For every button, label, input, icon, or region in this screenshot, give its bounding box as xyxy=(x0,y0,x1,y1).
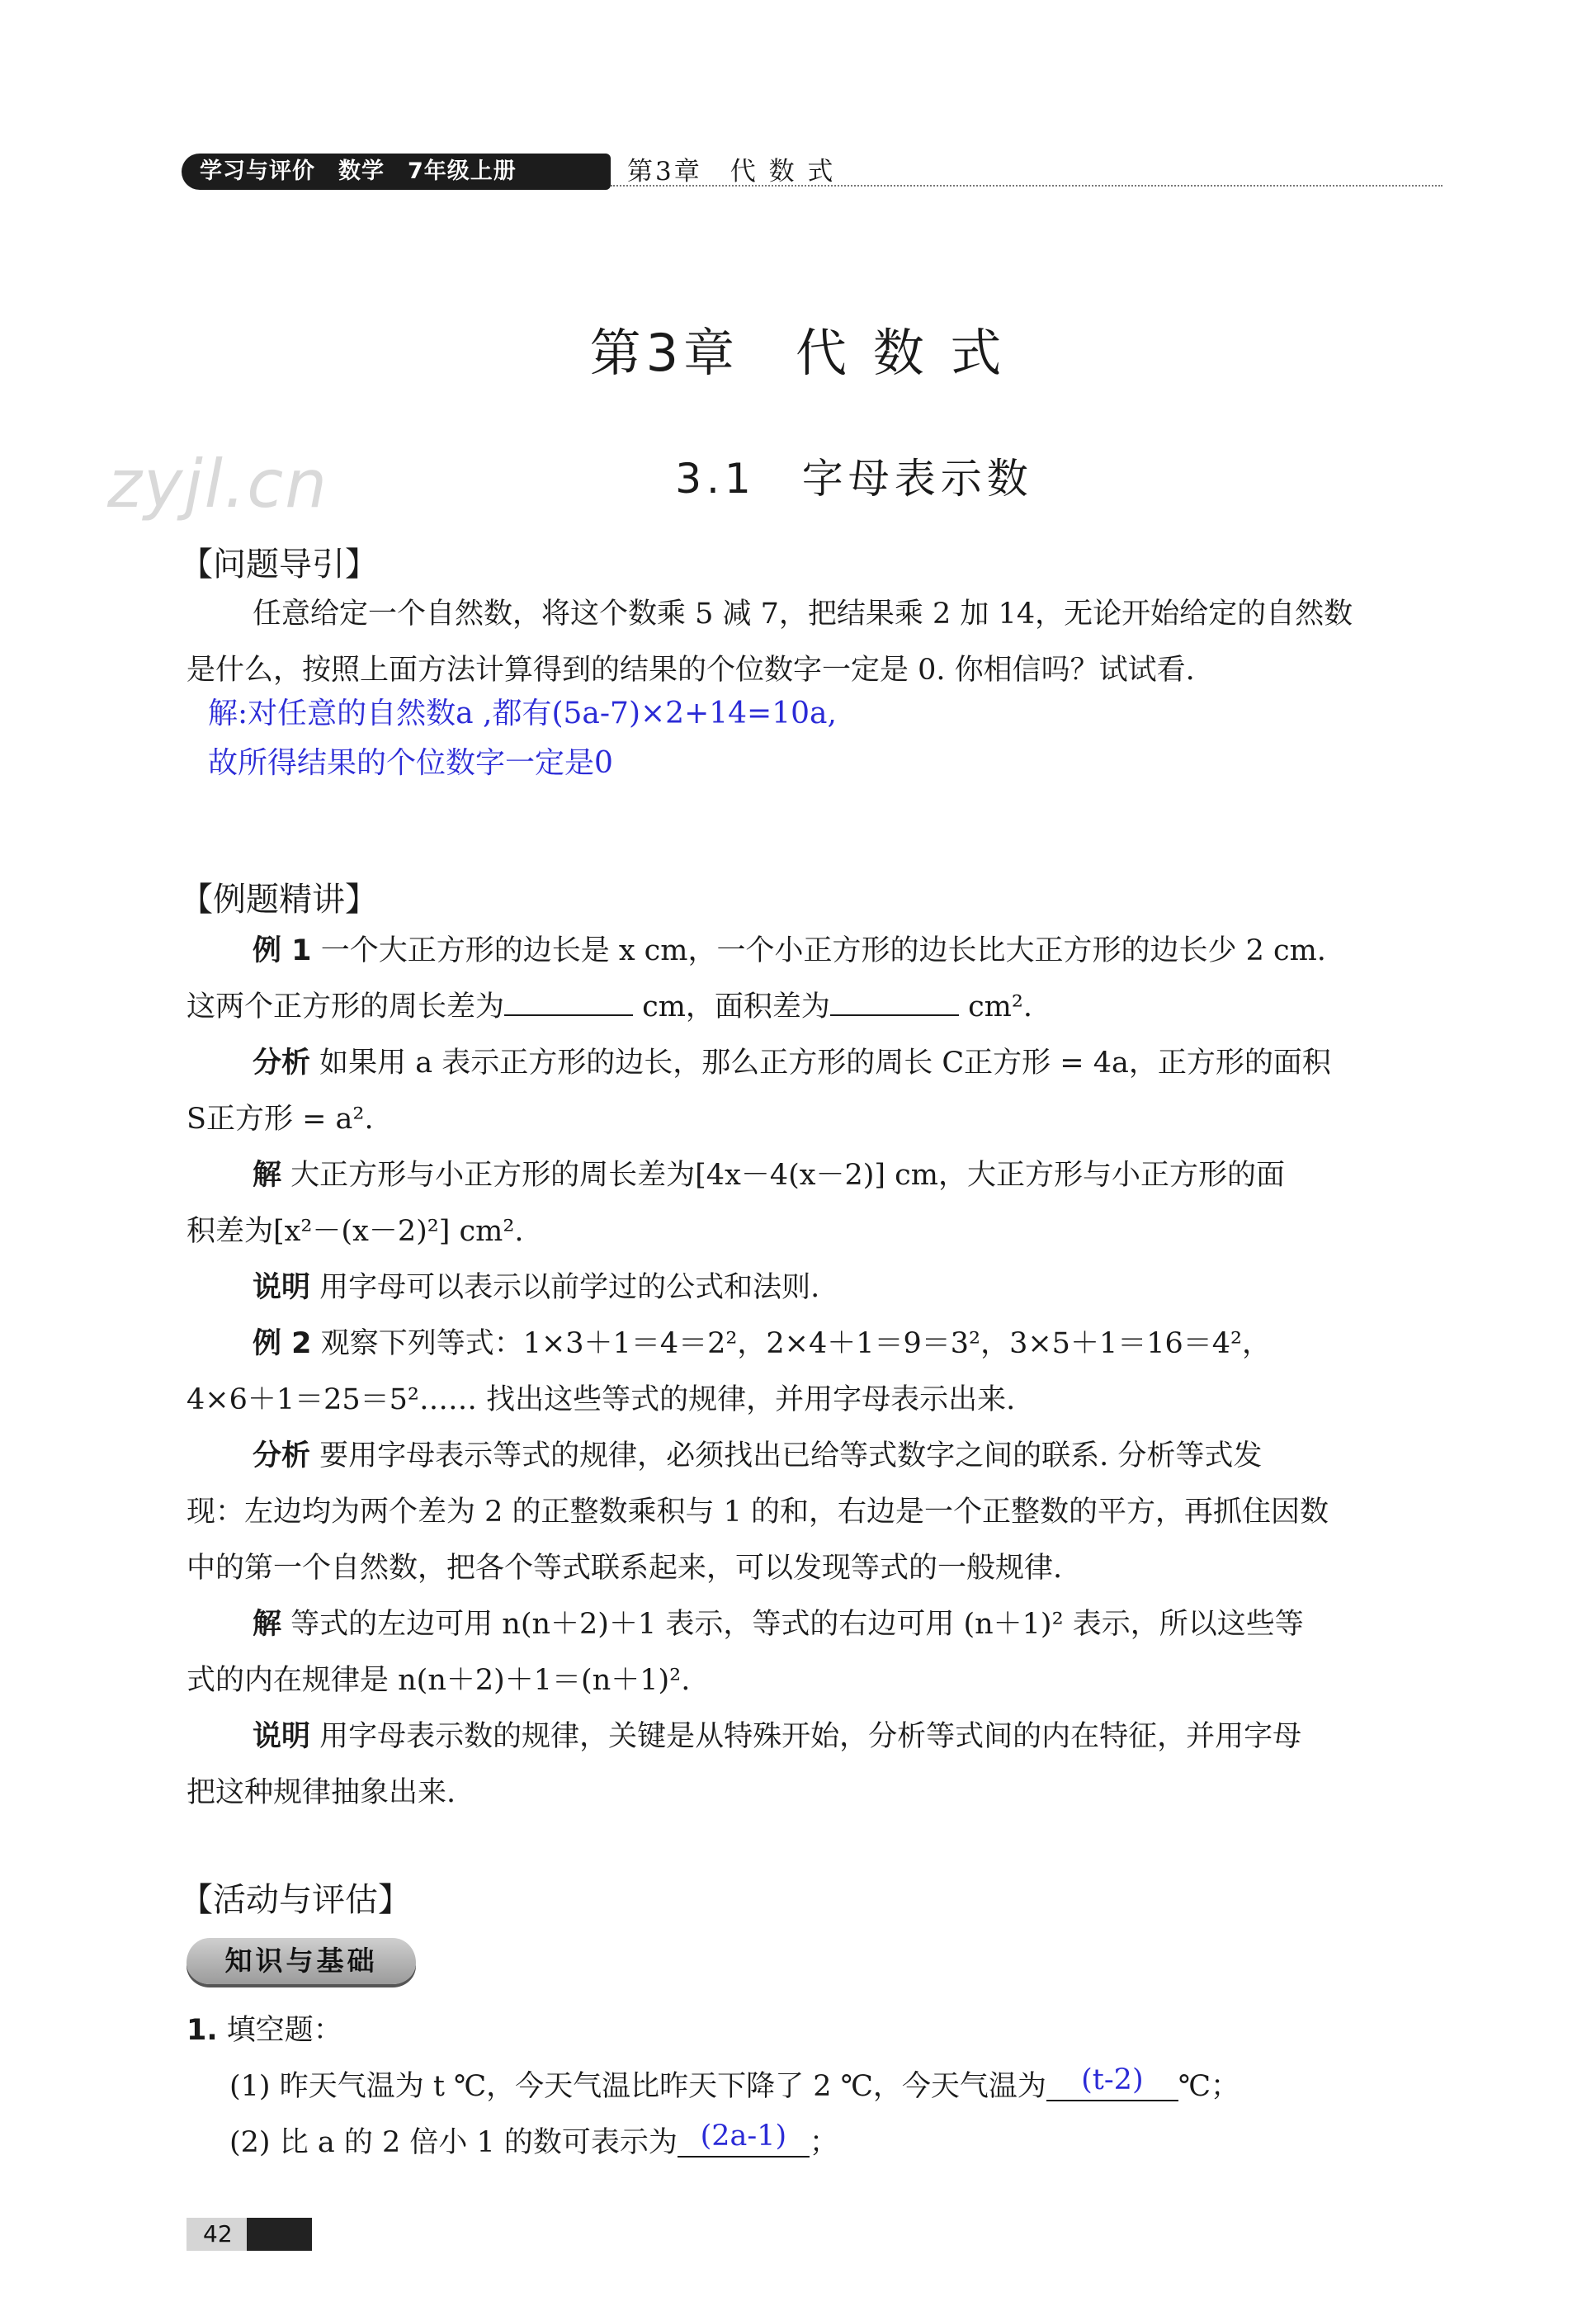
example-1-line-2 xyxy=(187,987,1032,1027)
example-2-text: 观察下列等式：1×3＋1＝4＝2²，2×4＋1＝9＝3²，3×5＋1＝16＝4²， xyxy=(320,1327,1272,1360)
q1-2-text: (2) 比 a 的 2 倍小 1 的数可表示为 xyxy=(229,2126,678,2159)
question-1-label: 1. xyxy=(187,2014,218,2047)
header-dotted-rule xyxy=(611,185,1443,187)
q1-1-text: (1) 昨天气温为 t ℃，今天气温比昨天下降了 2 ℃，今天气温为 xyxy=(229,2070,1046,2103)
q1-1-unit: ℃； xyxy=(1178,2070,1240,2103)
example-1-text-2b: cm，面积差为 xyxy=(633,990,830,1023)
example-2-analysis-3: 中的第一个自然数，把各个等式联系起来，可以发现等式的一般规律. xyxy=(187,1552,1063,1585)
analysis-text-2: 要用字母表示等式的规律，必须找出已给等式数字之间的联系. 分析等式发 xyxy=(319,1439,1263,1472)
example-2-line-1 xyxy=(253,1324,1271,1364)
example-2-analysis xyxy=(253,1436,1262,1476)
intro-line-1: 任意给定一个自然数，将这个数乘 5 减 7，把结果乘 2 加 14，无论开始给定的自然数 xyxy=(253,598,1353,631)
intro-heading: 【问题导引】 xyxy=(180,546,378,584)
note-text: 用字母可以表示以前学过的公式和法则. xyxy=(319,1271,820,1304)
page-number: 42 xyxy=(203,2220,233,2247)
example-1-analysis xyxy=(253,1043,1331,1083)
examples-heading: 【例题精讲】 xyxy=(180,881,378,919)
blank-area-diff xyxy=(830,990,959,1016)
example-2-line-2: 4×6＋1＝25＝5²…… 找出这些等式的规律，并用字母表示出来. xyxy=(187,1383,1016,1416)
book-header-pill: 学习与评价 数学 7年级上册 xyxy=(182,154,611,190)
chapter-title: 第3章 代 数 式 xyxy=(589,323,1007,383)
q1-1-answer-blank[interactable]: (t-2) xyxy=(1046,2060,1178,2101)
example-1-text: 一个大正方形的边长是 x cm，一个小正方形的边长比大正方形的边长少 2 cm. xyxy=(320,934,1326,967)
example-1-analysis-2: S正方形 = a². xyxy=(187,1103,374,1136)
solution-text-2: 等式的左边可用 n(n＋2)＋1 表示，等式的右边可用 (n＋1)² 表示，所以这些等 xyxy=(290,1608,1304,1641)
example-2-analysis-2: 现：左边均为两个差为 2 的正整数乘积与 1 的和，右边是一个正整数的平方，再抓住因数 xyxy=(187,1496,1329,1529)
example-2-note xyxy=(253,1717,1301,1756)
handwritten-answer-2: 故所得结果的个位数字一定是0 xyxy=(208,746,613,780)
note-label-2: 说明 xyxy=(253,1720,311,1753)
question-1-part-1 xyxy=(229,2063,1240,2108)
example-1-solution-2: 积差为[x²－(x－2)²] cm². xyxy=(187,1215,524,1248)
question-1-text: 填空题： xyxy=(226,2014,342,2047)
intro-line-2: 是什么，按照上面方法计算得到的结果的个位数字一定是 0. 你相信吗？试试看. xyxy=(187,654,1195,687)
question-1-part-2 xyxy=(229,2120,838,2164)
example-2-label: 例 2 xyxy=(253,1327,312,1360)
knowledge-basics-badge: 知识与基础 xyxy=(187,1938,416,1984)
question-1 xyxy=(187,2011,342,2050)
example-1-text-2c: cm². xyxy=(958,990,1033,1023)
section-title: 3.1 字母表示数 xyxy=(675,455,1033,503)
analysis-text: 如果用 a 表示正方形的边长，那么正方形的周长 C正方形 = 4a，正方形的面积 xyxy=(319,1047,1331,1080)
solution-label-2: 解 xyxy=(253,1608,282,1641)
solution-text: 大正方形与小正方形的周长差为[4x－4(x－2)] cm，大正方形与小正方形的面 xyxy=(290,1159,1285,1192)
example-1-text-2a: 这两个正方形的周长差为 xyxy=(187,990,505,1023)
activity-heading: 【活动与评估】 xyxy=(180,1881,411,1919)
example-2-note-2: 把这种规律抽象出来. xyxy=(187,1776,456,1809)
watermark: zyjl.cn xyxy=(107,446,328,522)
q1-2-answer-blank[interactable]: (2a-1) xyxy=(678,2116,810,2158)
example-2-solution xyxy=(253,1605,1304,1644)
example-1-note xyxy=(253,1268,819,1307)
note-text-2: 用字母表示数的规律，关键是从特殊开始，分析等式间的内在特征，并用字母 xyxy=(319,1720,1302,1753)
example-1-solution xyxy=(253,1156,1285,1195)
q1-2-punct: ； xyxy=(809,2126,838,2159)
example-1-line-1 xyxy=(253,931,1326,971)
analysis-label-2: 分析 xyxy=(253,1439,311,1472)
handwritten-answer-1: 解:对任意的自然数a ,都有(5a-7)×2+14=10a, xyxy=(208,697,837,730)
example-2-solution-2: 式的内在规律是 n(n＋2)＋1＝(n＋1)². xyxy=(187,1664,691,1697)
example-1-label: 例 1 xyxy=(253,934,312,967)
note-label: 说明 xyxy=(253,1271,311,1304)
solution-label: 解 xyxy=(253,1159,282,1192)
blank-perimeter-diff xyxy=(504,990,633,1016)
analysis-label: 分析 xyxy=(253,1047,311,1080)
header-chapter-label: 第3章 代 数 式 xyxy=(627,157,836,187)
